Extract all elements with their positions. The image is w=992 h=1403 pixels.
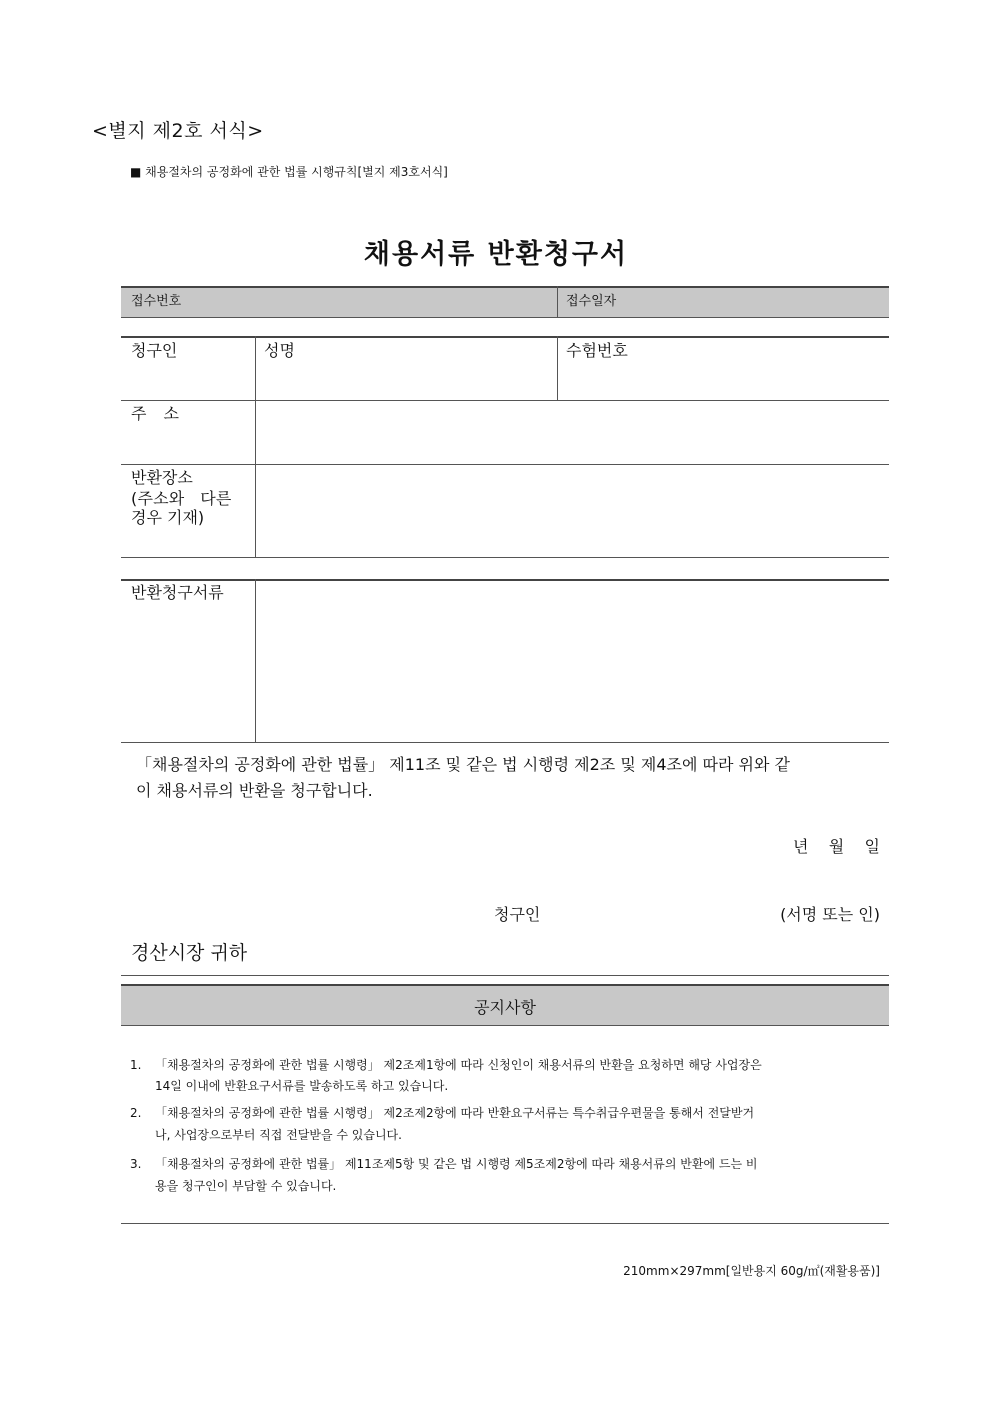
return-place-field[interactable] xyxy=(257,466,887,555)
claimant-signature-label: 청구인 xyxy=(494,905,541,924)
name-label: 성명 xyxy=(264,341,295,360)
notice-top-line xyxy=(121,975,889,976)
documents-label: 반환청구서류 xyxy=(131,583,224,602)
exam-number-field[interactable] xyxy=(559,360,887,398)
signature-field[interactable] xyxy=(560,898,750,926)
receipt-top-border xyxy=(121,286,889,288)
address-label: 주 소 xyxy=(131,404,185,423)
documents-bottom-border xyxy=(121,742,889,743)
notice-header-bottom-border xyxy=(121,1025,889,1026)
notice-bottom-line xyxy=(121,1223,889,1224)
claimant-section-label: 청구인 xyxy=(131,341,178,360)
applicant-bottom-border xyxy=(121,557,889,558)
notice-header: 공지사항 xyxy=(474,998,536,1017)
document-title: 채용서류 반환청구서 xyxy=(363,239,629,270)
law-reference: ■ 채용절차의 공정화에 관한 법률 시행규칙[별지 제3호서식] xyxy=(130,165,448,179)
notice-item-number: 3. xyxy=(130,1157,142,1171)
notice-item-line: 14일 이내에 반환요구서류를 발송하도록 하고 있습니다. xyxy=(155,1079,449,1093)
statement-line-2: 이 채용서류의 반환을 청구합니다. xyxy=(136,781,373,800)
return-place-label: 반환장소 xyxy=(131,468,193,487)
return-place-note-line1: (주소와 다른 xyxy=(131,489,232,508)
receipt-row xyxy=(121,286,889,317)
statement-line-1: 「채용절차의 공정화에 관한 법률」 제11조 및 같은 법 시행령 제2조 및 제4조에 따라 위와 같 xyxy=(136,755,790,774)
notice-item-line: 나, 사업장으로부터 직접 전달받을 수 있습니다. xyxy=(155,1128,402,1142)
name-exam-divider xyxy=(557,336,558,400)
receipt-number-label: 접수번호 xyxy=(131,294,182,309)
address-field[interactable] xyxy=(257,402,887,462)
paper-spec: 210mm×297mm[일반용지 60g/㎡(재활용품)] xyxy=(623,1264,880,1278)
sign-or-seal-label: (서명 또는 인) xyxy=(780,905,880,924)
name-field[interactable] xyxy=(257,360,555,398)
form-number-label: <별지 제2호 서식> xyxy=(92,120,264,142)
notice-item-line: 「채용절차의 공정화에 관한 법률 시행령」 제2조제1항에 따라 신청인이 채용서류의 반환을 요청하면 해당 사업장은 xyxy=(155,1058,762,1072)
receipt-date-label: 접수일자 xyxy=(566,294,617,309)
applicant-row-border xyxy=(121,400,889,401)
notice-header-top-border xyxy=(121,984,889,986)
notice-item-number: 2. xyxy=(130,1106,142,1120)
return-place-note-line2: 경우 기재) xyxy=(131,508,205,527)
notice-item-line: 용을 청구인이 부담할 수 있습니다. xyxy=(155,1179,337,1193)
notice-item-line: 「채용절차의 공정화에 관한 법률 시행령」 제2조제2항에 따라 반환요구서류는 특수취급우편물을 통해서 전달받거 xyxy=(155,1106,755,1120)
notice-item-number: 1. xyxy=(130,1058,142,1072)
applicant-top-border xyxy=(121,336,889,338)
receipt-divider xyxy=(557,286,558,317)
documents-field[interactable] xyxy=(257,581,887,740)
exam-number-label: 수험번호 xyxy=(566,341,628,360)
documents-divider xyxy=(255,579,256,742)
date-line: 년 월 일 xyxy=(792,837,880,856)
applicant-label-divider xyxy=(255,336,256,557)
address-row-border xyxy=(121,464,889,465)
receipt-bottom-border xyxy=(121,317,889,318)
addressee: 경산시장 귀하 xyxy=(131,942,248,964)
notice-item-line: 「채용절차의 공정화에 관한 법률」 제11조제5항 및 같은 법 시행령 제5조제2항에 따라 채용서류의 반환에 드는 비 xyxy=(155,1157,758,1171)
